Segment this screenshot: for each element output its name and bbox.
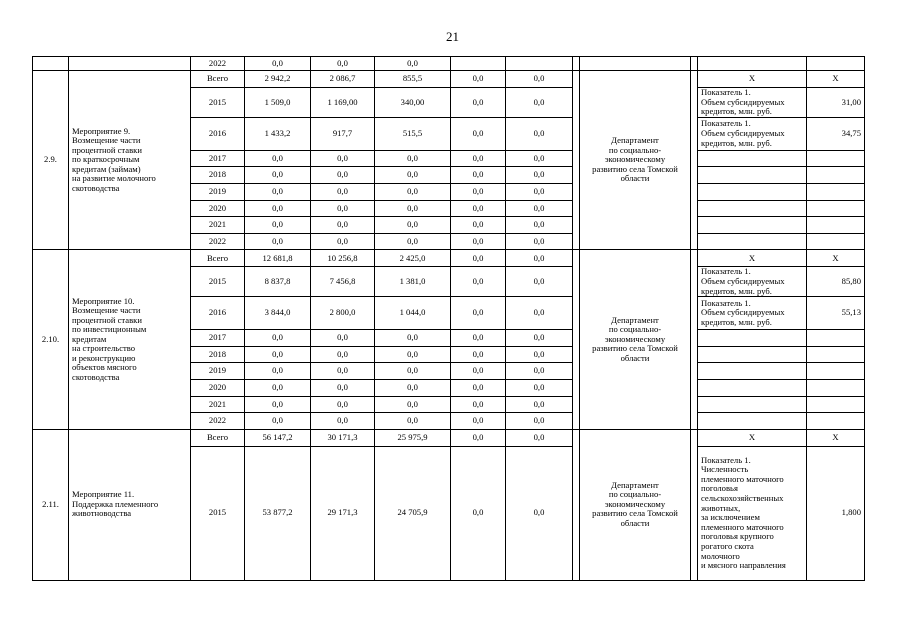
year-cell: 2022 — [191, 233, 245, 250]
amount-cell: 0,0 — [451, 71, 506, 88]
cont-name-cell — [69, 57, 191, 71]
amount-cell: 1 169,00 — [311, 88, 375, 118]
year-cell: 2020 — [191, 200, 245, 217]
indicator-value — [807, 413, 865, 430]
amount-cell: 0,0 — [506, 167, 573, 184]
indicator-value: 34,75 — [807, 117, 865, 150]
amount-cell: 0,0 — [506, 363, 573, 380]
amount-cell: 0,0 — [311, 233, 375, 250]
year-cell: 2020 — [191, 379, 245, 396]
amount-cell: 0,0 — [506, 217, 573, 234]
amount-cell: 0,0 — [451, 379, 506, 396]
spacer-cell — [691, 429, 698, 580]
amount-cell: 0,0 — [375, 150, 451, 167]
indicator-text — [698, 379, 807, 396]
amount-cell: 0,0 — [451, 88, 506, 118]
amount-cell: 2 942,2 — [245, 71, 311, 88]
year-cell: 2021 — [191, 396, 245, 413]
indicator-text: Показатель 1. Объем субсидируемых кредитов, млн. руб. — [698, 297, 807, 330]
amount-cell: 0,0 — [375, 183, 451, 200]
indicator-value — [807, 396, 865, 413]
measure-number: 2.9. — [33, 71, 69, 250]
year-cell: 2018 — [191, 346, 245, 363]
amount-cell: 1 044,0 — [375, 297, 451, 330]
indicator-value: 85,80 — [807, 267, 865, 297]
indicator-value: X — [807, 71, 865, 88]
indicator-text — [698, 167, 807, 184]
amount-cell: 0,0 — [311, 217, 375, 234]
measure-name: Мероприятие 9. Возмещение части процентной ставки по краткосрочным кредитам (займам) на развитие молочного скотоводства — [69, 71, 191, 250]
amount-cell: 0,0 — [506, 71, 573, 88]
amount-cell: 0,0 — [311, 183, 375, 200]
year-cell: 2015 — [191, 88, 245, 118]
indicator-value: 1,800 — [807, 446, 865, 580]
program-table — [32, 56, 865, 581]
year-cell: 2017 — [191, 330, 245, 347]
amount-cell: 1 381,0 — [375, 267, 451, 297]
amount-cell: 0,0 — [375, 217, 451, 234]
amount-cell: 56 147,2 — [245, 429, 311, 446]
year-cell: Всего — [191, 429, 245, 446]
amount-cell: 0,0 — [451, 200, 506, 217]
indicator-text: Показатель 1. Численность племенного маточного поголовья сельскохозяйственных животных, за исключением племенного маточного поголовья крупного рогатого скота молочного и мясного направления — [698, 446, 807, 580]
amount-cell: 8 837,8 — [245, 267, 311, 297]
amount-cell: 0,0 — [375, 413, 451, 430]
indicator-value: 55,13 — [807, 297, 865, 330]
indicator-value — [807, 167, 865, 184]
year-cell: 2015 — [191, 267, 245, 297]
amount-cell: 0,0 — [451, 183, 506, 200]
indicator-value — [807, 363, 865, 380]
amount-cell: 0,0 — [451, 297, 506, 330]
year-cell: 2017 — [191, 150, 245, 167]
measure-number: 2.11. — [33, 429, 69, 580]
amount-cell: 2 800,0 — [311, 297, 375, 330]
amount-cell: 340,00 — [375, 88, 451, 118]
amount-cell: 25 975,9 — [375, 429, 451, 446]
amount-cell: 0,0 — [245, 183, 311, 200]
indicator-value — [807, 150, 865, 167]
year-cell: Всего — [191, 250, 245, 267]
indicator-value — [807, 217, 865, 234]
indicator-value — [807, 233, 865, 250]
amount-cell: 0,0 — [506, 429, 573, 446]
amount-cell: 53 877,2 — [245, 446, 311, 580]
amount-cell: 0,0 — [451, 150, 506, 167]
year-cell: Всего — [191, 71, 245, 88]
spacer-cell — [573, 250, 580, 429]
amount-cell: 0,0 — [506, 346, 573, 363]
amount-cell: 0,0 — [506, 413, 573, 430]
table-row — [33, 429, 865, 446]
spacer-cell — [573, 57, 580, 71]
amount-cell: 0,0 — [245, 413, 311, 430]
indicator-value — [807, 330, 865, 347]
indicator-text: Показатель 1. Объем субсидируемых кредитов, млн. руб. — [698, 267, 807, 297]
measure-number: 2.10. — [33, 250, 69, 429]
amount-cell: 0,0 — [245, 396, 311, 413]
page-number: 21 — [446, 29, 459, 44]
amount-cell: 1 433,2 — [245, 117, 311, 150]
amount-cell: 29 171,3 — [311, 446, 375, 580]
amount-cell: 0,0 — [375, 363, 451, 380]
amount-cell: 0,0 — [506, 150, 573, 167]
indicator-text — [698, 183, 807, 200]
indicator-text — [698, 233, 807, 250]
amount-cell: 0,0 — [245, 167, 311, 184]
amount-cell: 0,0 — [245, 346, 311, 363]
cont-num-cell — [33, 57, 69, 71]
amount-cell — [451, 57, 506, 71]
indicator-value — [807, 346, 865, 363]
amount-cell: 0,0 — [506, 267, 573, 297]
department-cell: Департамент по социально- экономическому развитию села Томской области — [580, 71, 691, 250]
amount-cell: 0,0 — [311, 346, 375, 363]
table-row — [33, 71, 865, 88]
amount-cell — [506, 57, 573, 71]
indicator-value-cell — [807, 57, 865, 71]
amount-cell: 0,0 — [451, 446, 506, 580]
amount-cell: 0,0 — [245, 200, 311, 217]
amount-cell: 0,0 — [245, 150, 311, 167]
indicator-text — [698, 413, 807, 430]
indicator-text: X — [698, 71, 807, 88]
amount-cell: 0,0 — [245, 217, 311, 234]
measure-name: Мероприятие 10. Возмещение части процентной ставки по инвестиционным кредитам на строительство и реконструкцию объектов мясного скотоводства — [69, 250, 191, 429]
year-cell: 2019 — [191, 363, 245, 380]
year-cell: 2021 — [191, 217, 245, 234]
indicator-value — [807, 183, 865, 200]
amount-cell: 0,0 — [375, 379, 451, 396]
amount-cell: 0,0 — [375, 396, 451, 413]
amount-cell: 0,0 — [451, 250, 506, 267]
amount-cell: 0,0 — [451, 346, 506, 363]
table-row — [33, 57, 865, 71]
amount-cell: 0,0 — [451, 217, 506, 234]
spacer-cell — [691, 250, 698, 429]
amount-cell: 0,0 — [375, 167, 451, 184]
spacer-cell — [573, 429, 580, 580]
amount-cell: 0,0 — [245, 330, 311, 347]
amount-cell: 0,0 — [451, 429, 506, 446]
indicator-value: X — [807, 250, 865, 267]
indicator-text: Показатель 1. Объем субсидируемых кредитов, млн. руб. — [698, 88, 807, 118]
amount-cell: 0,0 — [506, 379, 573, 396]
amount-cell: 0,0 — [311, 200, 375, 217]
year-cell: 2015 — [191, 446, 245, 580]
amount-cell: 1 509,0 — [245, 88, 311, 118]
amount-cell: 0,0 — [451, 396, 506, 413]
department-cell: Департамент по социально- экономическому развитию села Томской области — [580, 429, 691, 580]
amount-cell: 0,0 — [451, 233, 506, 250]
amount-cell: 3 844,0 — [245, 297, 311, 330]
amount-cell: 2 425,0 — [375, 250, 451, 267]
indicator-value — [807, 200, 865, 217]
dept-cell — [580, 57, 691, 71]
indicator-text — [698, 396, 807, 413]
year-cell: 2016 — [191, 297, 245, 330]
indicator-text: Показатель 1. Объем субсидируемых кредитов, млн. руб. — [698, 117, 807, 150]
year-cell: 2022 — [191, 57, 245, 71]
indicator-text — [698, 200, 807, 217]
year-cell: 2019 — [191, 183, 245, 200]
amount-cell: 0,0 — [506, 446, 573, 580]
amount-cell: 0,0 — [451, 330, 506, 347]
amount-cell: 0,0 — [506, 200, 573, 217]
amount-cell: 0,0 — [506, 330, 573, 347]
indicator-text — [698, 150, 807, 167]
year-cell: 2018 — [191, 167, 245, 184]
year-cell: 2022 — [191, 413, 245, 430]
amount-cell: 0,0 — [245, 233, 311, 250]
amount-cell: 0,0 — [375, 233, 451, 250]
amount-cell: 0,0 — [311, 396, 375, 413]
amount-cell: 0,0 — [506, 183, 573, 200]
amount-cell: 0,0 — [506, 88, 573, 118]
amount-cell: 0,0 — [245, 379, 311, 396]
spacer-cell — [691, 71, 698, 250]
indicator-value: X — [807, 429, 865, 446]
amount-cell: 0,0 — [245, 57, 311, 71]
amount-cell: 0,0 — [451, 413, 506, 430]
amount-cell: 0,0 — [375, 200, 451, 217]
amount-cell: 0,0 — [506, 297, 573, 330]
indicator-text — [698, 330, 807, 347]
amount-cell: 24 705,9 — [375, 446, 451, 580]
indicator-text — [698, 217, 807, 234]
amount-cell: 2 086,7 — [311, 71, 375, 88]
year-cell: 2016 — [191, 117, 245, 150]
indicator-text: X — [698, 250, 807, 267]
amount-cell: 0,0 — [506, 250, 573, 267]
amount-cell: 0,0 — [375, 57, 451, 71]
amount-cell: 7 456,8 — [311, 267, 375, 297]
amount-cell: 917,7 — [311, 117, 375, 150]
amount-cell: 0,0 — [451, 117, 506, 150]
amount-cell: 0,0 — [451, 167, 506, 184]
amount-cell: 12 681,8 — [245, 250, 311, 267]
indicator-value: 31,00 — [807, 88, 865, 118]
spacer-cell — [691, 57, 698, 71]
amount-cell: 0,0 — [311, 57, 375, 71]
spacer-cell — [573, 71, 580, 250]
department-cell: Департамент по социально- экономическому развитию села Томской области — [580, 250, 691, 429]
amount-cell: 855,5 — [375, 71, 451, 88]
amount-cell: 0,0 — [506, 233, 573, 250]
amount-cell: 515,5 — [375, 117, 451, 150]
indicator-text — [698, 346, 807, 363]
amount-cell: 30 171,3 — [311, 429, 375, 446]
amount-cell: 0,0 — [311, 363, 375, 380]
amount-cell: 0,0 — [311, 330, 375, 347]
amount-cell: 0,0 — [375, 330, 451, 347]
amount-cell: 0,0 — [245, 363, 311, 380]
amount-cell: 0,0 — [311, 167, 375, 184]
amount-cell: 0,0 — [375, 346, 451, 363]
indicator-value — [807, 379, 865, 396]
amount-cell: 0,0 — [311, 413, 375, 430]
amount-cell: 0,0 — [506, 117, 573, 150]
amount-cell: 10 256,8 — [311, 250, 375, 267]
amount-cell: 0,0 — [311, 379, 375, 396]
table-row — [33, 250, 865, 267]
indicator-text: X — [698, 429, 807, 446]
indicator-cell — [698, 57, 807, 71]
amount-cell: 0,0 — [451, 363, 506, 380]
amount-cell: 0,0 — [451, 267, 506, 297]
indicator-text — [698, 363, 807, 380]
measure-name: Мероприятие 11. Поддержка племенного животноводства — [69, 429, 191, 580]
amount-cell: 0,0 — [506, 396, 573, 413]
amount-cell: 0,0 — [311, 150, 375, 167]
